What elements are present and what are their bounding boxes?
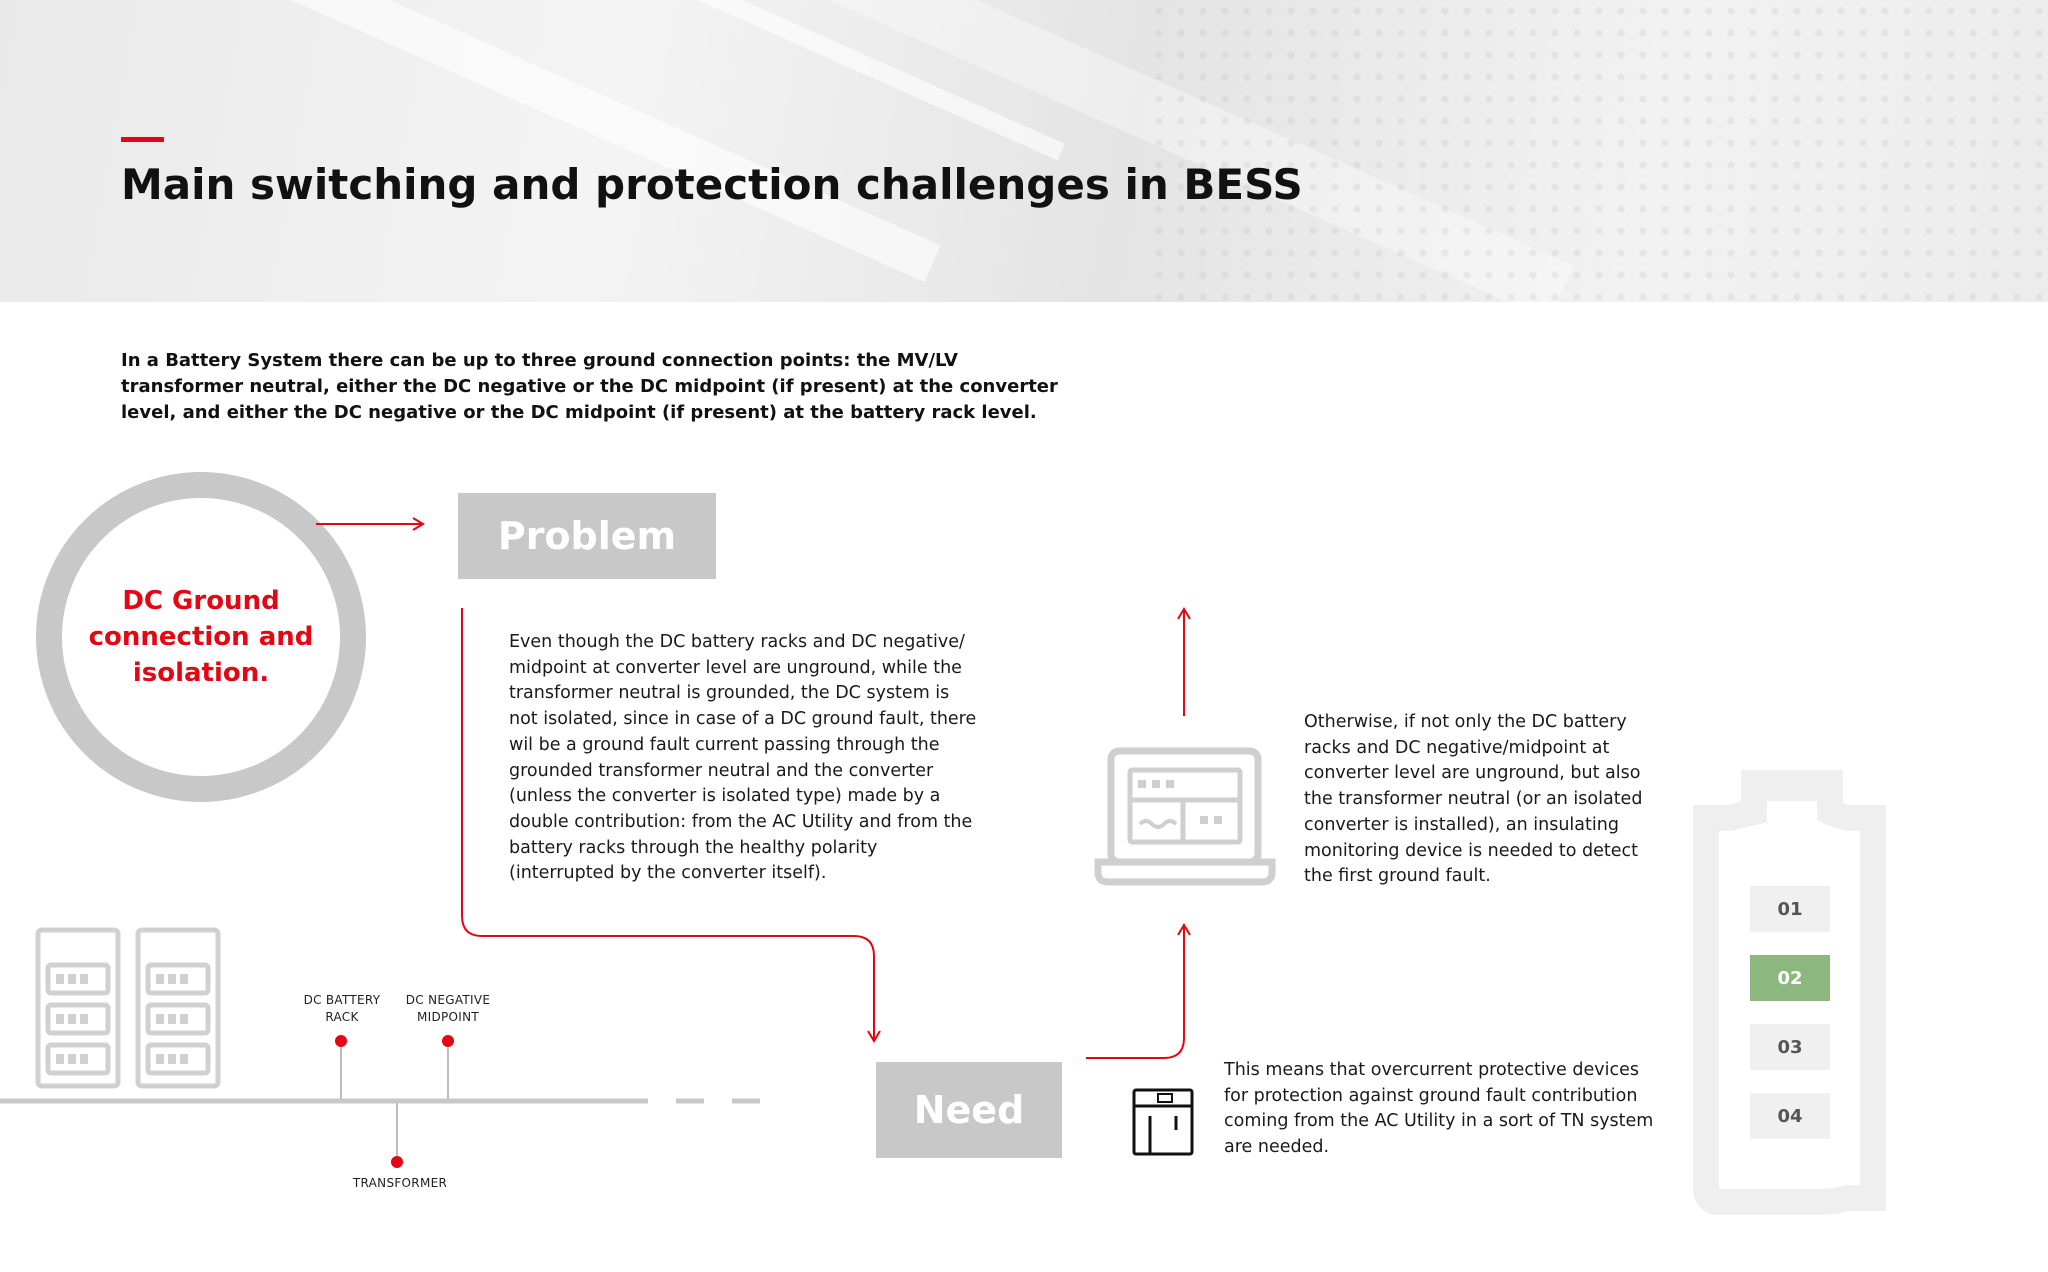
rack-point bbox=[335, 1035, 347, 1047]
step-02[interactable]: 02 bbox=[1750, 955, 1830, 1001]
problem-text: Even though the DC battery racks and DC negative/ midpoint at converter level are unground, while the transformer neutral is grounded, the DC system is not isolated, since in case of a DC ground fault, there wil be a ground fault current passing through the grounded transformer neutral and the converter (unless the converter is isolated type) made by a double contribution: from the AC Utility and from the battery racks through the healthy polarity (interrupted by the converter itself). bbox=[509, 632, 977, 884]
dc-battery-rack-label: DC BATTERY RACK bbox=[303, 993, 381, 1024]
transformer-point bbox=[391, 1156, 403, 1168]
transformer-label: TRANSFORMER bbox=[352, 1176, 448, 1190]
negative-point bbox=[442, 1035, 454, 1047]
need-text: This means that overcurrent protective devices for protection against ground fault contribution coming from the AC Utility in a sort of TN system are needed. bbox=[1224, 1060, 1654, 1158]
battery-rack-icon bbox=[38, 930, 218, 1086]
step-indicator bbox=[1750, 886, 1830, 1162]
problem-to-need-arrow bbox=[462, 608, 874, 1040]
battery-cells bbox=[56, 974, 188, 1064]
page-title: Main switching and protection challenges in BESS bbox=[121, 160, 1303, 209]
step-03[interactable]: 03 bbox=[1750, 1024, 1830, 1070]
breaker-icon bbox=[1134, 1090, 1192, 1154]
intro-paragraph: In a Battery System there can be up to three ground connection points: the MV/LV transformer neutral, either the DC negative or the DC midpoint (if present) at the converter level, and either the DC negative or the DC midpoint (if present) at the battery rack level. bbox=[121, 350, 1058, 423]
laptop-monitor-icon bbox=[1098, 751, 1272, 882]
need-to-laptop-arrow bbox=[1086, 926, 1184, 1058]
need-label: Need bbox=[876, 1062, 1062, 1158]
step-04[interactable]: 04 bbox=[1750, 1093, 1830, 1139]
problem-label: Problem bbox=[458, 493, 716, 579]
step-01[interactable]: 01 bbox=[1750, 886, 1830, 932]
dc-negative-midpoint-label: DC NEGATIVE MIDPOINT bbox=[405, 993, 491, 1024]
otherwise-text: Otherwise, if not only the DC battery racks and DC negative/midpoint at converter level are unground, but also the transformer neutral (or an isolated converter is installed), an insulating monitoring device is needed to detect the first ground fault. bbox=[1304, 712, 1643, 887]
topic-label: DC Ground connection and isolation. bbox=[88, 586, 314, 688]
